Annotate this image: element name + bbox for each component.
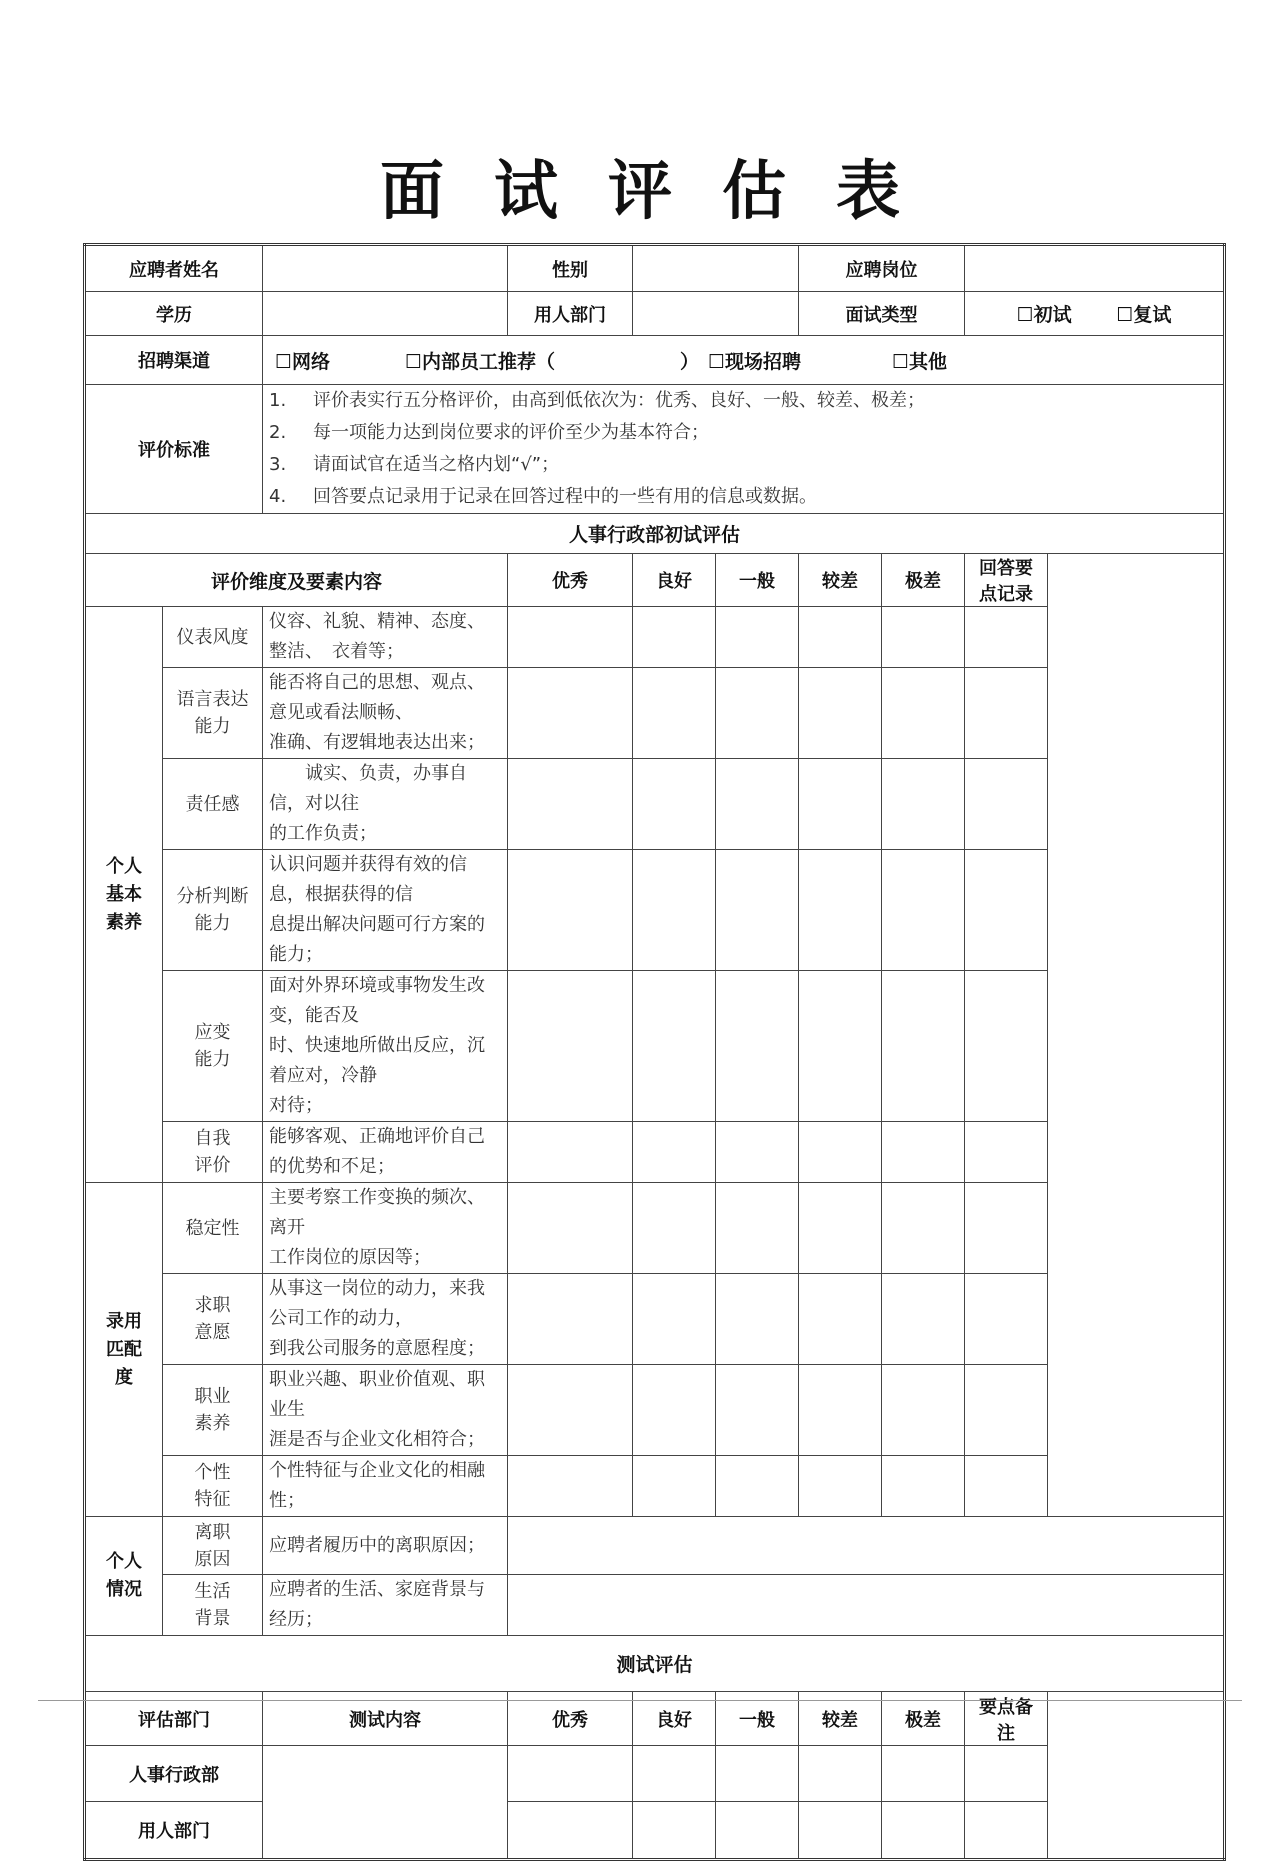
item-desc: 从事这一岗位的动力，来我公司工作的动力， 到我公司服务的意愿程度； bbox=[263, 1274, 508, 1365]
rating-cell[interactable] bbox=[508, 1802, 633, 1860]
notes-cell[interactable] bbox=[965, 607, 1048, 668]
standard-label: 评价标准 bbox=[85, 385, 263, 514]
education-label: 学历 bbox=[85, 292, 263, 336]
rating-cell[interactable] bbox=[716, 668, 799, 759]
rating-header-excellent: 优秀 bbox=[508, 1692, 633, 1746]
rating-header-average: 一般 bbox=[716, 1692, 799, 1746]
rating-cell[interactable] bbox=[716, 1365, 799, 1456]
table-row bbox=[85, 1183, 1225, 1274]
test-content-cell[interactable] bbox=[263, 1746, 508, 1860]
notes-cell[interactable] bbox=[965, 1746, 1048, 1802]
dept-hiring: 用人部门 bbox=[85, 1802, 263, 1860]
checkbox-channel-onsite[interactable]: ☐现场招聘 bbox=[708, 350, 802, 373]
item-desc: 主要考察工作变换的频次、离开 工作岗位的原因等； bbox=[263, 1183, 508, 1274]
rating-cell[interactable] bbox=[633, 1122, 716, 1183]
rating-cell[interactable] bbox=[799, 607, 882, 668]
rating-cell[interactable] bbox=[882, 1746, 965, 1802]
item-name: 分析判断 能力 bbox=[163, 850, 263, 971]
rating-cell[interactable] bbox=[882, 607, 965, 668]
rating-cell[interactable] bbox=[633, 1274, 716, 1365]
rating-header-average: 一般 bbox=[716, 554, 799, 607]
hiring-dept-label: 用人部门 bbox=[508, 292, 633, 336]
checkbox-channel-net[interactable]: ☐网络 bbox=[275, 350, 331, 373]
channel-options bbox=[263, 336, 1225, 385]
rating-cell[interactable] bbox=[882, 1802, 965, 1860]
rating-cell[interactable] bbox=[633, 759, 716, 850]
page-title: 面 试 评 估 表 bbox=[380, 155, 900, 229]
rating-header-excellent: 优秀 bbox=[508, 554, 633, 607]
rating-cell[interactable] bbox=[882, 759, 965, 850]
standard-item: 2. 每一项能力达到岗位要求的评价至少为基本符合； bbox=[269, 422, 709, 443]
item-name: 责任感 bbox=[163, 759, 263, 850]
table-row bbox=[85, 971, 1225, 1122]
rating-header-good: 良好 bbox=[633, 554, 716, 607]
notes-cell[interactable] bbox=[965, 1802, 1048, 1860]
table-row bbox=[85, 1802, 1225, 1860]
rating-cell[interactable] bbox=[799, 1746, 882, 1802]
notes-cell[interactable] bbox=[965, 850, 1048, 971]
group-job-fit: 录用 匹配 度 bbox=[85, 1183, 163, 1517]
notes-cell[interactable] bbox=[965, 1456, 1048, 1517]
rating-cell[interactable] bbox=[508, 971, 633, 1122]
table-row bbox=[85, 1122, 1225, 1183]
rating-cell[interactable] bbox=[716, 1456, 799, 1517]
standard-item: 1. 评价表实行五分格评价，由高到低依次为：优秀、良好、一般、较差、极差； bbox=[269, 390, 925, 411]
table-row bbox=[85, 850, 1225, 971]
item-name: 离职 原因 bbox=[163, 1517, 263, 1575]
group-personal: 个人 情况 bbox=[85, 1517, 163, 1636]
rating-header-good: 良好 bbox=[633, 1692, 716, 1746]
notes-cell[interactable] bbox=[965, 1274, 1048, 1365]
item-desc: 认识问题并获得有效的信息，根据获得的信 息提出解决问题可行方案的能力； bbox=[263, 850, 508, 971]
notes-cell[interactable] bbox=[508, 1517, 1225, 1575]
rating-cell[interactable] bbox=[508, 607, 633, 668]
table-row bbox=[85, 1746, 1225, 1802]
group-basic-quality: 个人 基本 素养 bbox=[85, 607, 163, 1183]
rating-cell[interactable] bbox=[882, 1274, 965, 1365]
item-desc: 能够客观、正确地评价自己的优势和不足； bbox=[263, 1122, 508, 1183]
rating-cell[interactable] bbox=[716, 1122, 799, 1183]
notes-cell[interactable] bbox=[965, 1122, 1048, 1183]
rating-cell[interactable] bbox=[716, 1746, 799, 1802]
applicant-name-label: 应聘者姓名 bbox=[85, 245, 263, 292]
rating-cell[interactable] bbox=[799, 1365, 882, 1456]
standard-list bbox=[263, 385, 1225, 514]
rating-cell[interactable] bbox=[633, 668, 716, 759]
table-row bbox=[85, 668, 1225, 759]
rating-cell[interactable] bbox=[799, 668, 882, 759]
item-desc: 个性特征与企业文化的相融性； bbox=[263, 1456, 508, 1517]
item-desc: 应聘者的生活、家庭背景与经历； bbox=[263, 1575, 508, 1636]
rating-cell[interactable] bbox=[882, 1122, 965, 1183]
rating-cell[interactable] bbox=[716, 607, 799, 668]
item-name: 语言表达 能力 bbox=[163, 668, 263, 759]
notes-cell[interactable] bbox=[965, 1183, 1048, 1274]
rating-cell[interactable] bbox=[633, 850, 716, 971]
item-name: 生活 背景 bbox=[163, 1575, 263, 1636]
item-desc: 面对外界环境或事物发生改变，能否及 时、快速地所做出反应，沉着应对，冷静 对待； bbox=[263, 971, 508, 1122]
item-desc: 诚实、负责，办事自信，对以往 的工作负责； bbox=[263, 759, 508, 850]
rating-header-poor: 较差 bbox=[799, 1692, 882, 1746]
item-name: 自我 评价 bbox=[163, 1122, 263, 1183]
page-bottom-divider bbox=[38, 1700, 1242, 1701]
rating-cell[interactable] bbox=[882, 971, 965, 1122]
table-row bbox=[85, 1456, 1225, 1517]
table-row bbox=[85, 1274, 1225, 1365]
rating-cell[interactable] bbox=[799, 1456, 882, 1517]
education-field[interactable] bbox=[263, 292, 508, 336]
rating-cell[interactable] bbox=[508, 1183, 633, 1274]
rating-cell[interactable] bbox=[799, 971, 882, 1122]
rating-header-very-poor: 极差 bbox=[882, 1692, 965, 1746]
channel-label: 招聘渠道 bbox=[85, 336, 263, 385]
rating-cell[interactable] bbox=[799, 1274, 882, 1365]
rating-cell[interactable] bbox=[716, 850, 799, 971]
checkbox-channel-other[interactable]: ☐其他 bbox=[892, 350, 948, 373]
rating-cell[interactable] bbox=[633, 1746, 716, 1802]
checkbox-first-interview[interactable]: ☐初试 bbox=[1016, 304, 1072, 326]
rating-cell[interactable] bbox=[799, 1183, 882, 1274]
rating-cell[interactable] bbox=[882, 1456, 965, 1517]
item-name: 个性 特征 bbox=[163, 1456, 263, 1517]
table-row bbox=[85, 759, 1225, 850]
rating-cell[interactable] bbox=[882, 1365, 965, 1456]
notes-cell[interactable] bbox=[965, 1365, 1048, 1456]
table-row bbox=[85, 607, 1225, 668]
section-title-initial: 人事行政部初试评估 bbox=[85, 514, 1225, 554]
rating-cell[interactable] bbox=[799, 850, 882, 971]
interview-type-options bbox=[965, 292, 1225, 336]
position-label: 应聘岗位 bbox=[799, 245, 965, 292]
rating-cell[interactable] bbox=[633, 1456, 716, 1517]
rating-cell[interactable] bbox=[508, 668, 633, 759]
item-desc: 职业兴趣、职业价值观、职业生 涯是否与企业文化相符合； bbox=[263, 1365, 508, 1456]
rating-cell[interactable] bbox=[882, 1183, 965, 1274]
eval-dept-header: 评估部门 bbox=[85, 1692, 263, 1746]
table-row bbox=[85, 1365, 1225, 1456]
notes-cell[interactable] bbox=[965, 759, 1048, 850]
section-title-test: 测试评估 bbox=[85, 1636, 1225, 1692]
rating-cell[interactable] bbox=[508, 1365, 633, 1456]
rating-header-poor: 较差 bbox=[799, 554, 882, 607]
test-content-header: 测试内容 bbox=[263, 1692, 508, 1746]
rating-cell[interactable] bbox=[799, 759, 882, 850]
rating-cell[interactable] bbox=[799, 1802, 882, 1860]
dept-hr-admin: 人事行政部 bbox=[85, 1746, 263, 1802]
item-desc: 能否将自己的思想、观点、意见或看法顺畅、 准确、有逻辑地表达出来； bbox=[263, 668, 508, 759]
rating-cell[interactable] bbox=[799, 1122, 882, 1183]
interview-evaluation-form bbox=[83, 243, 1226, 1861]
table-row bbox=[85, 1517, 1225, 1575]
rating-cell[interactable] bbox=[508, 1456, 633, 1517]
rating-cell[interactable] bbox=[633, 607, 716, 668]
item-name: 职业 素养 bbox=[163, 1365, 263, 1456]
dimension-header: 评价维度及要素内容 bbox=[85, 554, 508, 607]
rating-cell[interactable] bbox=[882, 850, 965, 971]
rating-cell[interactable] bbox=[633, 1365, 716, 1456]
item-name: 稳定性 bbox=[163, 1183, 263, 1274]
rating-cell[interactable] bbox=[716, 1274, 799, 1365]
position-field[interactable] bbox=[965, 245, 1225, 292]
checkbox-second-interview[interactable]: ☐复试 bbox=[1116, 304, 1172, 326]
notes-cell[interactable] bbox=[508, 1575, 1225, 1636]
rating-cell[interactable] bbox=[716, 1802, 799, 1860]
gender-field[interactable] bbox=[633, 245, 799, 292]
rating-cell[interactable] bbox=[716, 1183, 799, 1274]
notes-cell[interactable] bbox=[965, 971, 1048, 1122]
rating-cell[interactable] bbox=[508, 759, 633, 850]
rating-cell[interactable] bbox=[633, 971, 716, 1122]
notes-cell[interactable] bbox=[965, 668, 1048, 759]
rating-cell[interactable] bbox=[633, 1183, 716, 1274]
notes-header: 回答要点记录 bbox=[965, 554, 1048, 607]
item-desc: 仪容、礼貌、精神、态度、整洁、 衣着等； bbox=[263, 607, 508, 668]
rating-header-very-poor: 极差 bbox=[882, 554, 965, 607]
gender-label: 性别 bbox=[508, 245, 633, 292]
standard-item: 4. 回答要点记录用于记录在回答过程中的一些有用的信息或数据。 bbox=[269, 486, 817, 507]
item-name: 应变 能力 bbox=[163, 971, 263, 1122]
rating-cell[interactable] bbox=[508, 850, 633, 971]
remarks-header: 要点备注 bbox=[965, 1692, 1048, 1746]
rating-cell[interactable] bbox=[633, 1802, 716, 1860]
rating-cell[interactable] bbox=[716, 971, 799, 1122]
table-row bbox=[85, 1575, 1225, 1636]
rating-cell[interactable] bbox=[716, 759, 799, 850]
standard-item: 3. 请面试官在适当之格内划“√”； bbox=[269, 454, 560, 475]
rating-cell[interactable] bbox=[508, 1746, 633, 1802]
rating-cell[interactable] bbox=[508, 1274, 633, 1365]
interview-type-label: 面试类型 bbox=[799, 292, 965, 336]
rating-cell[interactable] bbox=[508, 1122, 633, 1183]
item-desc: 应聘者履历中的离职原因； bbox=[263, 1517, 508, 1575]
checkbox-channel-referral[interactable]: ☐内部员工推荐（ ） bbox=[405, 350, 700, 373]
rating-cell[interactable] bbox=[882, 668, 965, 759]
hiring-dept-field[interactable] bbox=[633, 292, 799, 336]
item-name: 仪表风度 bbox=[163, 607, 263, 668]
item-name: 求职 意愿 bbox=[163, 1274, 263, 1365]
applicant-name-field[interactable] bbox=[263, 245, 508, 292]
